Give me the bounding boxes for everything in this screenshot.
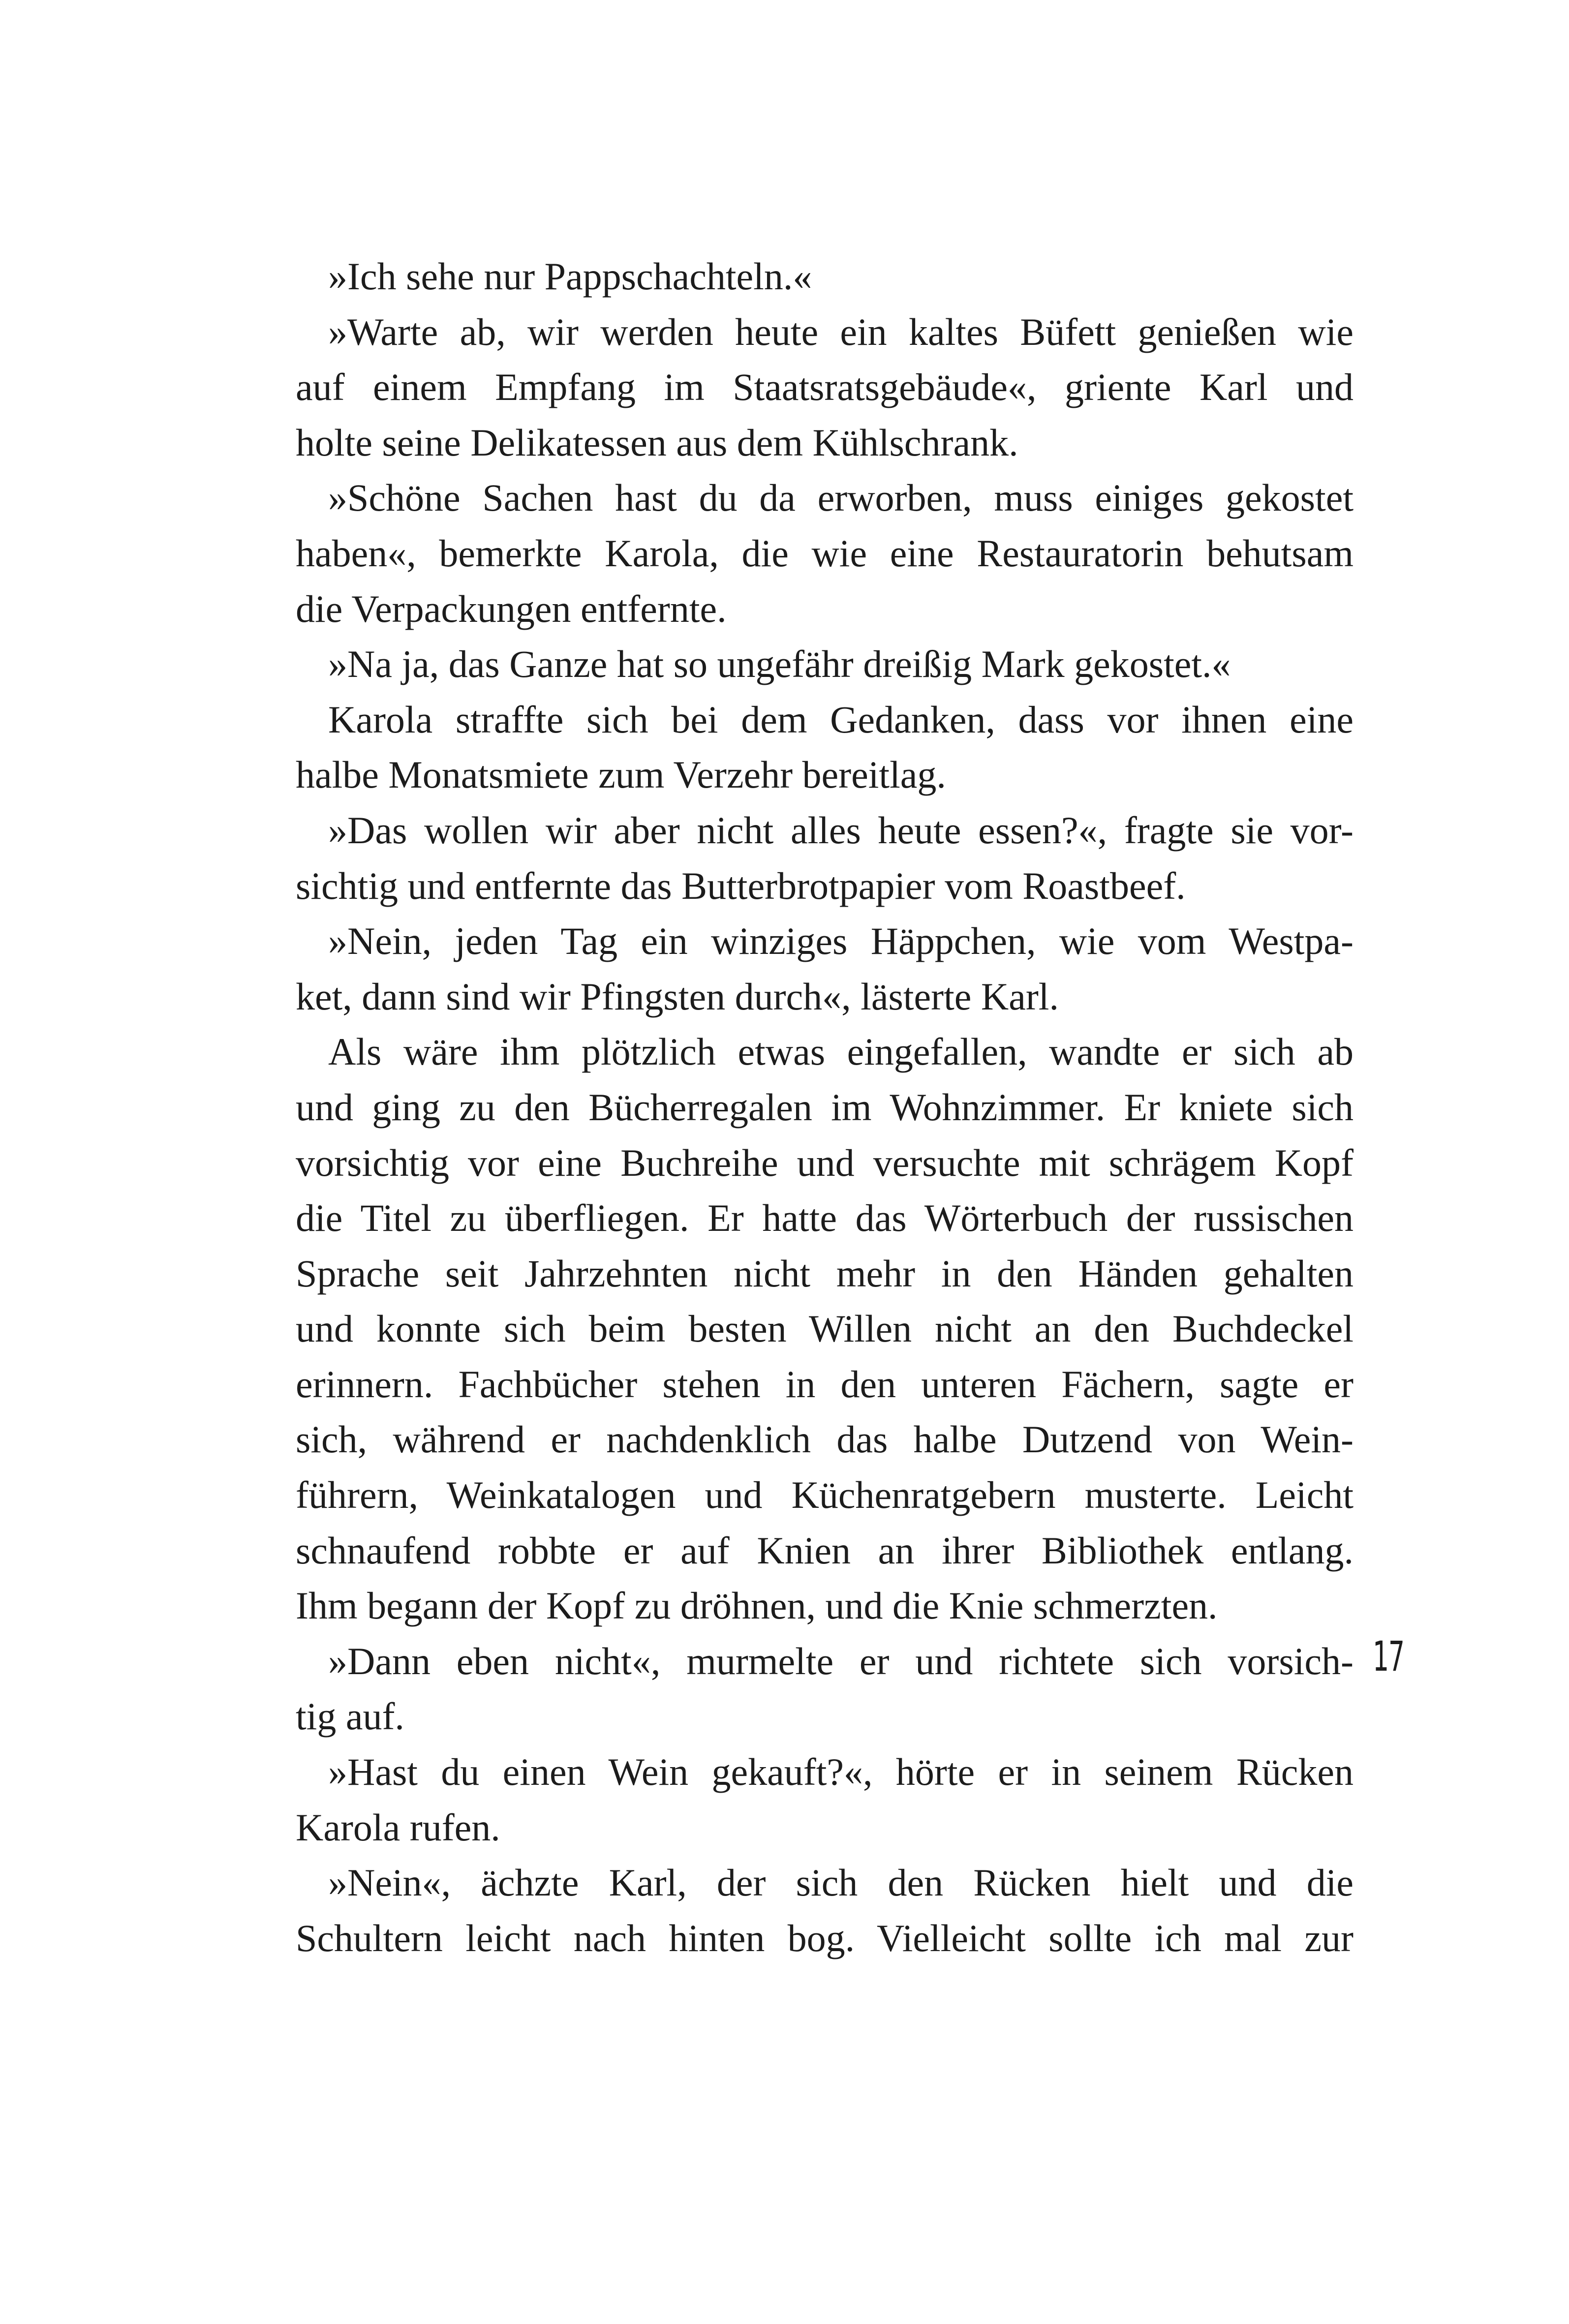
text-line: »Warte ab, wir werden heute ein kaltes Büfett genießen wie (328, 310, 1354, 353)
text-line: Sprache seit Jahrzehnten nicht mehr in den Händen gehalten (296, 1252, 1354, 1295)
text-line: »Das wollen wir aber nicht alles heute essen?«, fragte sie vor- (328, 808, 1354, 852)
text-line: Karola straffte sich bei dem Gedanken, dass vor ihnen eine (328, 698, 1354, 741)
text-line: holte seine Delikatessen aus dem Kühlschrank. (296, 421, 1018, 464)
text-line: tig auf. (296, 1695, 404, 1738)
text-line: »Hast du einen Wein gekauft?«, hörte er in seinem Rücken (328, 1750, 1354, 1794)
text-line: ket, dann sind wir Pfingsten durch«, lästerte Karl. (296, 975, 1059, 1018)
text-line: die Verpackungen entfernte. (296, 587, 727, 630)
text-line: sichtig und entfernte das Butterbrotpapier vom Roastbeef. (296, 864, 1186, 907)
text-line: Karola rufen. (296, 1805, 500, 1849)
text-line: schnaufend robbte er auf Knien an ihrer Bibliothek entlang. (296, 1529, 1354, 1572)
text-line: Ihm begann der Kopf zu dröhnen, und die Knie schmerzten. (296, 1584, 1218, 1627)
text-line: »Ich sehe nur Pappschachteln.« (328, 255, 812, 298)
text-line: halbe Monatsmiete zum Verzehr bereitlag. (296, 753, 946, 796)
text-line: »Nein«, ächzte Karl, der sich den Rücken hielt und die (328, 1861, 1354, 1904)
text-line: vorsichtig vor eine Buchreihe und versuchte mit schrägem Kopf (296, 1141, 1354, 1184)
text-line: die Titel zu überfliegen. Er hatte das Wörterbuch der russischen (296, 1196, 1354, 1240)
text-line: »Nein, jeden Tag ein winziges Häppchen, wie vom Westpa- (328, 919, 1354, 963)
text-line: auf einem Empfang im Staatsratsgebäude«, griente Karl und (296, 366, 1354, 409)
text-line: haben«, bemerkte Karola, die wie eine Restauratorin behutsam (296, 531, 1354, 575)
text-line: »Dann eben nicht«, murmelte er und richtete sich vorsich- (328, 1639, 1354, 1682)
text-line: sich, während er nachdenklich das halbe Dutzend von Wein- (296, 1418, 1354, 1461)
page-number: 17 (1373, 1632, 1404, 1681)
text-line: »Schöne Sachen hast du da erworben, muss einiges gekostet (328, 476, 1354, 520)
text-line: Schultern leicht nach hinten bog. Vielleicht sollte ich mal zur (296, 1916, 1354, 1959)
text-line: Als wäre ihm plötzlich etwas eingefallen, wandte er sich ab (328, 1030, 1354, 1073)
text-line: erinnern. Fachbücher stehen in den unteren Fächern, sagte er (296, 1362, 1354, 1406)
text-line: »Na ja, das Ganze hat so ungefähr dreißig Mark gekostet.« (328, 642, 1231, 686)
text-line: führern, Weinkatalogen und Küchenratgebern musterte. Leicht (296, 1473, 1354, 1517)
text-line: und ging zu den Bücherregalen im Wohnzimmer. Er kniete sich (296, 1085, 1354, 1129)
body-text (296, 249, 1354, 1966)
text-line: und konnte sich beim besten Willen nicht an den Buchdeckel (296, 1307, 1354, 1350)
